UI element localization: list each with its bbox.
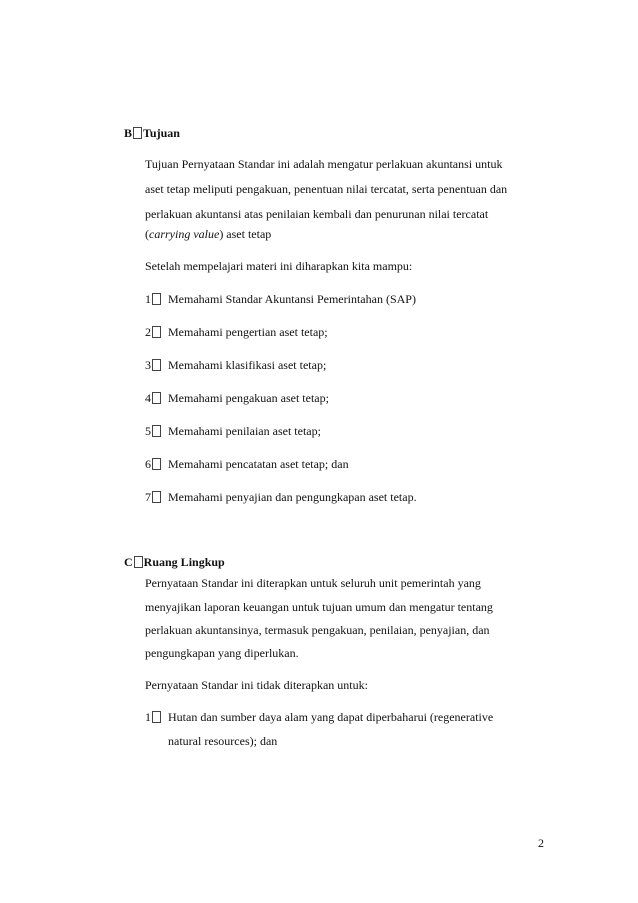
missing-glyph-icon [152,425,161,437]
list-item [145,424,321,438]
list-item [145,358,327,372]
list-item-text: Memahami pencatatan aset tetap; dan [168,457,349,471]
missing-glyph-icon [152,458,161,470]
missing-glyph-icon [152,491,161,503]
list-item [145,710,494,724]
missing-glyph-icon [133,127,142,139]
page-number: 2 [538,836,544,850]
section-b-para2: Setelah mempelajari materi ini diharapkan kita mampu: [145,259,413,273]
list-item-continuation: natural resources); dan [168,734,278,748]
list-item [145,457,349,471]
section-b-para1-line3: perlakuan akuntansi atas penilaian kembali dan penurunan nilai tercatat [145,207,489,221]
missing-glyph-icon [152,392,161,404]
list-item-number: 7 [145,490,151,504]
para1-line4-rest: ) aset tetap [219,227,272,241]
missing-glyph-icon [134,556,143,568]
list-item [145,391,329,405]
list-item-number: 6 [145,457,151,471]
list-item-text: Hutan dan sumber daya alam yang dapat diperbaharui (regenerative [168,710,494,724]
list-item-text: Memahami penilaian aset tetap; [168,424,321,438]
missing-glyph-icon [152,711,161,723]
list-item-number: 1 [145,292,151,306]
carrying-value-term: carrying value [149,227,220,241]
section-b-title: Tujuan [143,126,180,140]
section-c-letter: C [124,555,133,569]
section-b-para1-line4 [145,227,271,241]
list-item-text: Memahami pengakuan aset tetap; [168,391,329,405]
section-b-heading [124,126,180,140]
list-item-number: 3 [145,358,151,372]
section-c-para1-line2: menyajikan laporan keuangan untuk tujuan umum dan mengatur tentang [145,600,493,614]
list-item-text: Memahami Standar Akuntansi Pemerintahan (SAP) [168,292,416,306]
paren-open: ( [145,227,149,241]
section-c-para1-line1: Pernyataan Standar ini diterapkan untuk seluruh unit pemerintah yang [145,576,481,590]
section-c-heading [124,555,225,569]
list-item-number: 1 [145,710,151,724]
list-item [145,325,328,339]
list-item-number: 2 [145,325,151,339]
missing-glyph-icon [152,293,161,305]
section-c-para1-line3: perlakuan akuntansinya, termasuk pengakuan, penilaian, penyajian, dan [145,623,490,637]
list-item [145,292,416,306]
list-item [145,490,417,504]
section-c-title: Ruang Lingkup [143,555,225,569]
list-item-text: Memahami pengertian aset tetap; [168,325,328,339]
list-item-number: 4 [145,391,151,405]
list-item-number: 5 [145,424,151,438]
list-item-text: Memahami penyajian dan pengungkapan aset tetap. [168,490,417,504]
list-item-text: Memahami klasifikasi aset tetap; [168,358,327,372]
section-c-para2: Pernyataan Standar ini tidak diterapkan untuk: [145,678,368,692]
section-b-letter: B [124,126,133,140]
section-b-para1-line2: aset tetap meliputi pengakuan, penentuan nilai tercatat, serta penentuan dan [145,182,508,196]
section-b-para1-line1: Tujuan Pernyataan Standar ini adalah mengatur perlakuan akuntansi untuk [145,157,503,171]
missing-glyph-icon [152,326,161,338]
section-c-para1-line4: pengungkapan yang diperlukan. [145,646,299,660]
missing-glyph-icon [152,359,161,371]
